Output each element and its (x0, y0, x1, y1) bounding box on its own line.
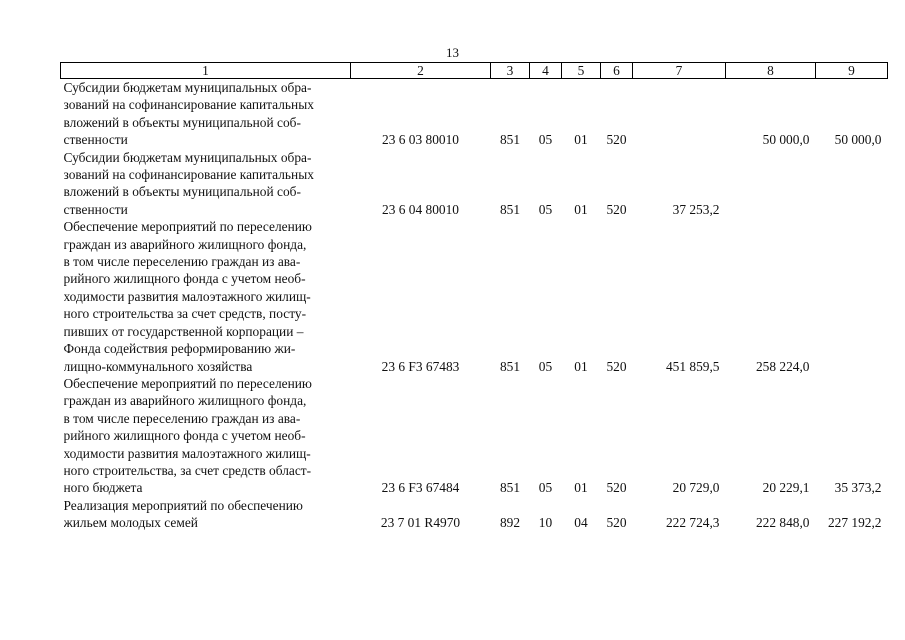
row-col-5: 04 (574, 515, 588, 531)
header-col-8: 8 (726, 63, 816, 79)
row-col-8: 20 229,1 (762, 480, 810, 496)
name-line: ственности (63, 201, 128, 217)
name-line: Субсидии бюджетам муниципальных обра- (63, 149, 312, 165)
header-row (61, 63, 888, 79)
row-name (61, 375, 351, 497)
row-col-6: 520 (606, 201, 627, 217)
row-col-6: 520 (606, 480, 627, 496)
name-line: граждан из аварийного жилищного фонда, (63, 236, 307, 252)
row-col-3: 892 (499, 515, 521, 531)
row-col-8 (726, 149, 816, 219)
name-line: ственности (63, 132, 128, 148)
name-line: ходимости развития малоэтажного жилищ- (63, 445, 311, 461)
name-line: лищно-коммунального хозяйства (63, 358, 253, 374)
name-line: Субсидии бюджетам муниципальных обра- (63, 80, 312, 95)
row-col-9 (816, 218, 888, 375)
row-col-3: 851 (499, 132, 521, 148)
row-col-7: 451 859,5 (665, 358, 720, 374)
row-name (61, 497, 351, 532)
row-col-5: 01 (574, 358, 588, 374)
name-line: пивших от государственной корпорации – (63, 323, 304, 339)
table-header (61, 63, 888, 79)
row-code: 23 6 F3 67484 (381, 480, 460, 496)
row-col-4: 05 (538, 358, 553, 374)
budget-table (60, 62, 888, 532)
row-code: 23 6 F3 67483 (381, 358, 460, 374)
row-name (61, 149, 351, 219)
row-col-3: 851 (499, 358, 521, 374)
row-col-9 (816, 149, 888, 219)
row-code: 23 6 04 80010 (382, 201, 459, 217)
header-col-5: 5 (562, 63, 601, 79)
table-row (61, 497, 888, 532)
name-line: ходимости развития малоэтажного жилищ- (63, 288, 311, 304)
row-name (61, 218, 351, 375)
table-row (61, 79, 888, 149)
header-col-6: 6 (601, 63, 633, 79)
name-line: вложений в объекты муниципальной соб- (63, 114, 301, 130)
header-col-9: 9 (816, 63, 888, 79)
row-col-5: 01 (574, 132, 588, 148)
row-col-6: 520 (606, 515, 627, 531)
row-col-4: 05 (538, 201, 553, 217)
row-col-7: 222 724,3 (665, 515, 720, 531)
row-col-8: 50 000,0 (762, 132, 810, 148)
table-body (61, 79, 888, 532)
row-col-7: 20 729,0 (672, 480, 720, 496)
table-row (61, 375, 888, 497)
name-line: жильем молодых семей (63, 515, 198, 531)
name-line: ного строительства, за счет средств област- (63, 462, 312, 478)
row-col-9: 227 192,2 (827, 515, 882, 531)
row-col-7 (633, 79, 726, 149)
name-line: ного бюджета (63, 480, 143, 496)
name-line: в том числе переселению граждан из ава- (63, 410, 301, 426)
name-line: граждан из аварийного жилищного фонда, (63, 393, 307, 409)
page-number: 13 (446, 45, 459, 60)
name-line: рийного жилищного фонда с учетом необ- (63, 428, 306, 444)
row-col-9: 50 000,0 (834, 132, 882, 148)
row-col-5: 01 (574, 201, 588, 217)
row-col-6: 520 (606, 132, 627, 148)
row-col-3: 851 (499, 201, 521, 217)
name-line: Реализация мероприятий по обеспечению (63, 497, 303, 513)
table-row (61, 218, 888, 375)
name-line: вложений в объекты муниципальной соб- (63, 184, 301, 200)
row-col-4: 10 (538, 515, 553, 531)
row-col-8: 258 224,0 (755, 358, 810, 374)
name-line: Обеспечение мероприятий по переселению (63, 375, 312, 391)
header-col-2: 2 (351, 63, 491, 79)
row-col-5: 01 (574, 480, 588, 496)
row-col-3: 851 (499, 480, 521, 496)
row-name (61, 79, 351, 149)
row-col-9: 35 373,2 (834, 480, 882, 496)
name-line: Обеспечение мероприятий по переселению (63, 219, 312, 235)
row-code: 23 7 01 R4970 (380, 515, 461, 531)
name-line: зований на софинансирование капитальных (63, 167, 314, 183)
name-line: рийного жилищного фонда с учетом необ- (63, 271, 306, 287)
header-col-7: 7 (633, 63, 726, 79)
name-line: в том числе переселению граждан из ава- (63, 254, 301, 270)
name-line: зований на софинансирование капитальных (63, 97, 314, 113)
name-line: Фонда содействия реформированию жи- (63, 341, 296, 357)
row-code: 23 6 03 80010 (382, 132, 459, 148)
name-line: ного строительства за счет средств, посту- (63, 306, 307, 322)
row-col-4: 05 (538, 480, 553, 496)
table-row (61, 149, 888, 219)
row-col-6: 520 (606, 358, 627, 374)
row-col-7: 37 253,2 (672, 201, 720, 217)
row-col-4: 05 (538, 132, 553, 148)
row-col-8: 222 848,0 (755, 515, 810, 531)
header-col-3: 3 (491, 63, 530, 79)
header-col-4: 4 (530, 63, 562, 79)
header-col-1: 1 (61, 63, 351, 79)
